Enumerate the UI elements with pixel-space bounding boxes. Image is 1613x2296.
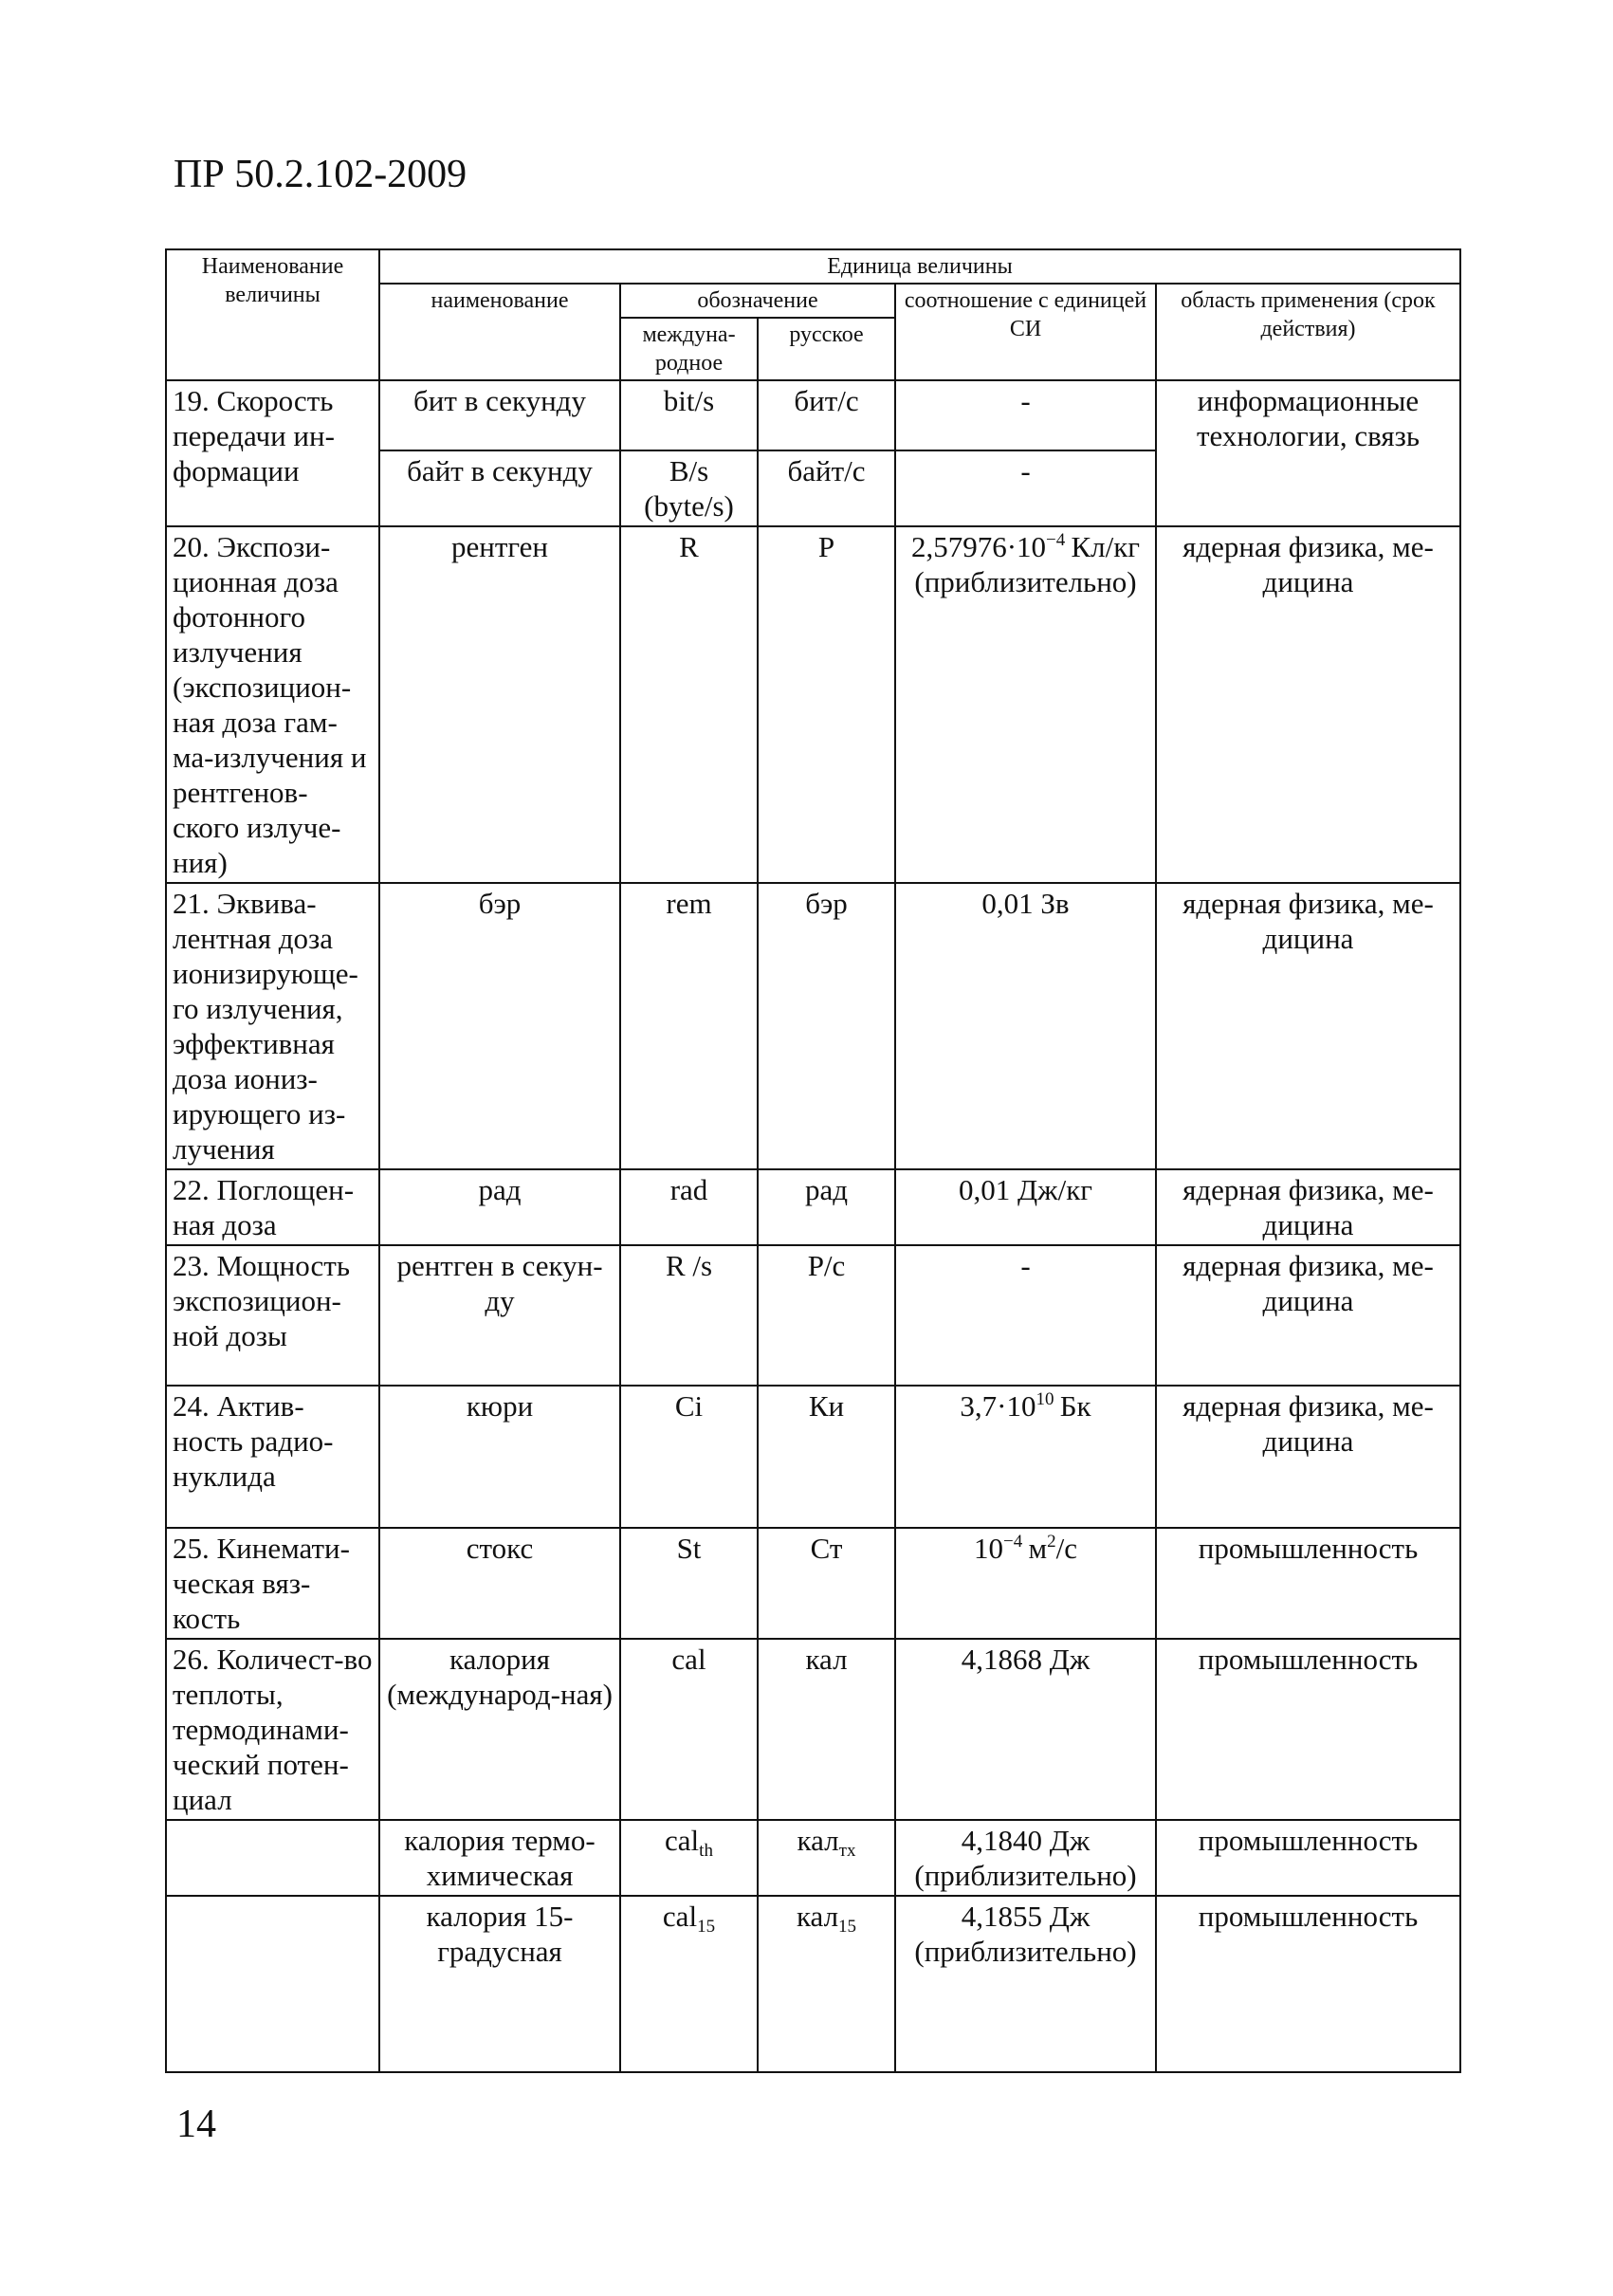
rus-symbol-cell: Ст xyxy=(758,1528,895,1639)
rus-symbol-cell: бит/с xyxy=(758,380,895,450)
table-row xyxy=(166,1386,1460,1528)
rus-symbol-cell: бэр xyxy=(758,883,895,1169)
intl-symbol-cell: rem xyxy=(620,883,758,1169)
si-ratio-cell: 4,1868 Дж xyxy=(895,1639,1156,1820)
symbol-subscript: тх xyxy=(838,1841,856,1861)
table-row xyxy=(166,1169,1460,1245)
unit-name-cell: калория 15-градусная xyxy=(379,1896,620,2072)
symbol-base: кал xyxy=(796,1900,839,1933)
intl-symbol-cell: Ci xyxy=(620,1386,758,1528)
intl-symbol-cell: bit/s xyxy=(620,380,758,450)
rus-symbol-cell: кал xyxy=(758,1639,895,1820)
unit-name-cell: байт в секунду xyxy=(379,450,620,526)
si-ratio-cell: - xyxy=(895,450,1156,526)
intl-symbol-cell: St xyxy=(620,1528,758,1639)
si-ratio-cell xyxy=(895,526,1156,883)
quantity-cell: 25. Кинемати-ческая вяз-кость xyxy=(166,1528,379,1639)
si-ratio-cell: - xyxy=(895,380,1156,450)
table-row xyxy=(166,883,1460,1169)
quantity-cell xyxy=(166,1896,379,2072)
rus-symbol-cell: рад xyxy=(758,1169,895,1245)
header-unit: Единица величины xyxy=(379,249,1460,284)
quantity-cell: 19. Скорость передачи ин-формации xyxy=(166,380,379,526)
application-cell: информационные технологии, связь xyxy=(1156,380,1460,526)
si-ratio-cell: 4,1840 Дж (приблизительно) xyxy=(895,1820,1156,1896)
si-ratio-cell xyxy=(895,1386,1156,1528)
rus-symbol-cell: Ки xyxy=(758,1386,895,1528)
table-row xyxy=(166,1896,1460,2072)
quantity-cell: 22. Поглощен-ная доза xyxy=(166,1169,379,1245)
quantity-cell: 20. Экспози-ционная доза фотонного излучения (экспозицион-ная доза гам-ма-излучения и рентгенов-ского излуче-ния) xyxy=(166,526,379,883)
application-cell: ядерная физика, ме-дицина xyxy=(1156,1245,1460,1386)
quantity-cell xyxy=(166,1820,379,1896)
symbol-base: cal xyxy=(662,1900,698,1933)
document-header: ПР 50.2.102-2009 xyxy=(174,153,467,196)
si-ratio-cell: 0,01 Зв xyxy=(895,883,1156,1169)
si-value: 10 xyxy=(974,1532,1004,1565)
rus-symbol-cell xyxy=(758,1896,895,2072)
si-exponent: −4 xyxy=(1003,1532,1023,1552)
si-ratio-cell: 4,1855 Дж (приблизительно) xyxy=(895,1896,1156,2072)
si-exponent: 10 xyxy=(1036,1389,1054,1409)
rus-symbol-cell xyxy=(758,1820,895,1896)
si-unit: Кл/кг xyxy=(1071,530,1141,563)
si-exponent: −4 xyxy=(1046,530,1066,550)
application-cell: ядерная физика, ме-дицина xyxy=(1156,1386,1460,1528)
intl-symbol-cell: B/s (byte/s) xyxy=(620,450,758,526)
application-cell: ядерная физика, ме-дицина xyxy=(1156,883,1460,1169)
si-ratio-cell: 0,01 Дж/кг xyxy=(895,1169,1156,1245)
unit-name-cell: калория (международ-ная) xyxy=(379,1639,620,1820)
si-note: (приблизительно) xyxy=(914,565,1137,598)
rus-symbol-cell: байт/с xyxy=(758,450,895,526)
si-unit: м xyxy=(1028,1532,1048,1565)
si-unit: Бк xyxy=(1059,1389,1091,1423)
unit-name-cell: стокс xyxy=(379,1528,620,1639)
application-cell: промышленность xyxy=(1156,1896,1460,2072)
application-cell: промышленность xyxy=(1156,1639,1460,1820)
si-ratio-cell xyxy=(895,1528,1156,1639)
quantity-cell: 21. Эквива-лентная доза ионизирующе-го излучения, эффективная доза иониз-ирующего из-лучения xyxy=(166,883,379,1169)
symbol-base: кал xyxy=(797,1824,839,1857)
symbol-base: cal xyxy=(665,1824,700,1857)
header-application: область применения (срок действия) xyxy=(1156,284,1460,380)
unit-name-cell: бэр xyxy=(379,883,620,1169)
application-cell: промышленность xyxy=(1156,1528,1460,1639)
symbol-subscript: th xyxy=(699,1841,713,1861)
si-unit-exponent: 2 xyxy=(1047,1532,1056,1552)
header-designation: обозначение xyxy=(620,284,895,318)
rus-symbol-cell: Р xyxy=(758,526,895,883)
intl-symbol-cell: R xyxy=(620,526,758,883)
header-unit-name: наименование xyxy=(379,284,620,380)
table-row xyxy=(166,1820,1460,1896)
table-row xyxy=(166,1639,1460,1820)
header-si-ratio: соотношение с единицей СИ xyxy=(895,284,1156,380)
header-quantity-name: Наименование величины xyxy=(166,249,379,380)
units-table xyxy=(165,248,1461,2073)
si-unit-tail: /с xyxy=(1055,1532,1077,1565)
unit-name-cell: калория термо-химическая xyxy=(379,1820,620,1896)
rus-symbol-cell: Р/с xyxy=(758,1245,895,1386)
unit-name-cell: кюри xyxy=(379,1386,620,1528)
application-cell: ядерная физика, ме-дицина xyxy=(1156,526,1460,883)
header-russian: русское xyxy=(758,318,895,380)
table-row xyxy=(166,380,1460,450)
page-number: 14 xyxy=(176,2103,216,2146)
si-ratio-cell: - xyxy=(895,1245,1156,1386)
symbol-subscript: 15 xyxy=(697,1917,716,1937)
unit-name-cell: рентген xyxy=(379,526,620,883)
unit-name-cell: рад xyxy=(379,1169,620,1245)
quantity-cell: 26. Количест-во теплоты, термодинами-ческий потен-циал xyxy=(166,1639,379,1820)
si-value: 2,57976·10 xyxy=(910,530,1047,563)
intl-symbol-cell: rad xyxy=(620,1169,758,1245)
intl-symbol-cell: R /s xyxy=(620,1245,758,1386)
symbol-subscript: 15 xyxy=(838,1917,857,1937)
header-international: междуна-родное xyxy=(620,318,758,380)
table-row xyxy=(166,526,1460,883)
application-cell: ядерная физика, ме-дицина xyxy=(1156,1169,1460,1245)
quantity-cell: 23. Мощность экспозицион-ной дозы xyxy=(166,1245,379,1386)
si-value: 3,7·10 xyxy=(960,1389,1036,1423)
quantity-cell: 24. Актив-ность радио-нуклида xyxy=(166,1386,379,1528)
intl-symbol-cell xyxy=(620,1896,758,2072)
intl-symbol-cell: cal xyxy=(620,1639,758,1820)
application-cell: промышленность xyxy=(1156,1820,1460,1896)
table-row xyxy=(166,1528,1460,1639)
unit-name-cell: бит в секунду xyxy=(379,380,620,450)
intl-symbol-cell xyxy=(620,1820,758,1896)
unit-name-cell: рентген в секун-ду xyxy=(379,1245,620,1386)
table-row xyxy=(166,1245,1460,1386)
